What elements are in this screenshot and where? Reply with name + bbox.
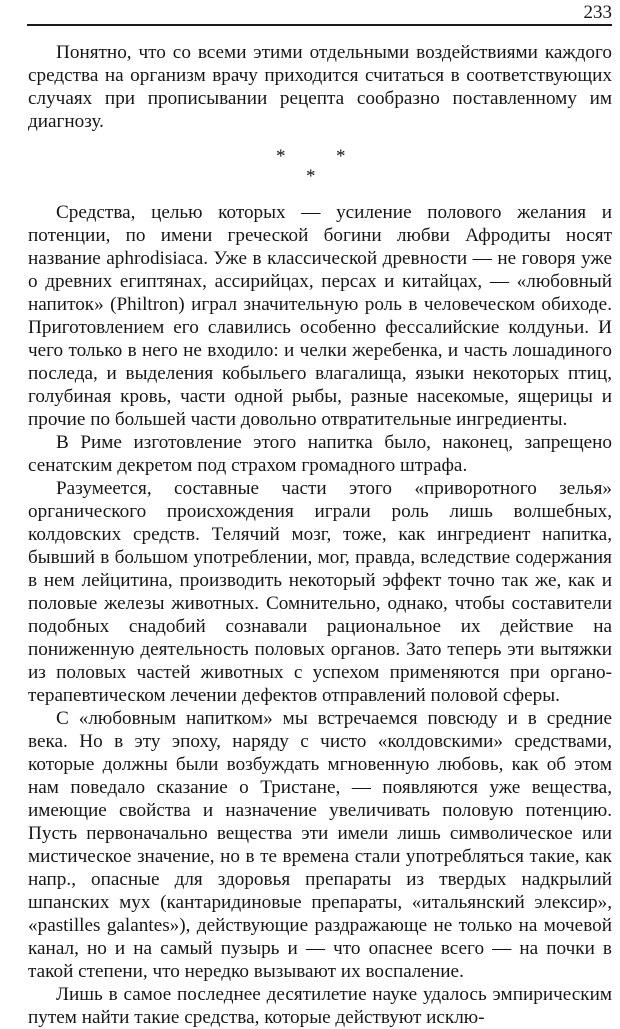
paragraph: В Риме изготовление этого напитка было, наконец, запрещено сенатским декретом под страхом громадного штрафа. (28, 432, 612, 476)
paragraph: Средства, целью которых — усиление полового желания и потенции, по имени греческой богини любви Афродиты носят название aphrodisiaca. Уже в классической древности — не говоря уже о древних египтянах, ассирийцах, персах и китайцах, — «любовный напиток» (Philtron) играл значительную роль в человеческом обиходе. Приготовлением его славились особенно фессалийские колдуньи. И чего только в него не входило: и челки жеребенка, и часть лошадиного последа, и выделения кобыльего влагалища, языки некоторых птиц, голубиная кровь, части одной рыбы, разные насекомые, ящерицы и прочие по большей части довольно отвратительные ингредиенты. (28, 202, 612, 430)
asterisk: * (336, 146, 346, 167)
header-rule (27, 24, 612, 26)
page-number: 233 (583, 2, 612, 23)
asterisk: * (276, 146, 286, 167)
asterisk: * (306, 166, 316, 187)
body-text (28, 41, 612, 1029)
paragraph: С «любовным напитком» мы встречаемся повсюду и в средние века. Но в эту эпоху, наряду с чисто «колдовскими» средствами, которые должны были возбуждать мгновенную любовь, как об этом нам поведало сказание о Тристане, — появляются уже вещества, имеющие свойства и назначение увеличивать половую потенцию. Пусть первоначально вещества эти имели лишь символическое или мистическое значение, но в те времена стали употребляться такие, как напр., опасные для здоровья препараты из твердых надкрылий шпанских мух (кантаридиновые препараты, «итальянский элексир», «pastilles galantes»), действующие раздражающе не только на мочевой канал, но и на самый пузырь и — что опаснее всего — на почки в такой степени, что нередко вызывают их воспаление. (28, 708, 612, 982)
paragraph: Понятно, что со всеми этими отдельными воздействиями каждого средства на организм врачу приходится считаться в соответствующих случаях при прописывании рецепта сообразно поставленному им диагнозу. (28, 42, 612, 132)
paragraph: Лишь в самое последнее десятилетие науке удалось эмпирическим путем найти такие средства, которые действуют исклю- (28, 984, 612, 1028)
paragraph: Разумеется, составные части этого «приворотного зелья» органического происхождения играли роль лишь волшебных, колдовских средств. Телячий мозг, тоже, как ингредиент напитка, бывший в большом употреблении, мог, правда, вследствие содержания в нем лейцитина, производить некоторый эффект точно так же, как и половые железы животных. Сомнительно, однако, чтобы составители подобных снадобий сознавали рациональное их действие на пониженную деятельность половых органов. Зато теперь эти вытяжки из половых частей животных с успехом применяются при органо-терапевтическом лечении дефектов отправлений половой сферы. (28, 478, 612, 706)
